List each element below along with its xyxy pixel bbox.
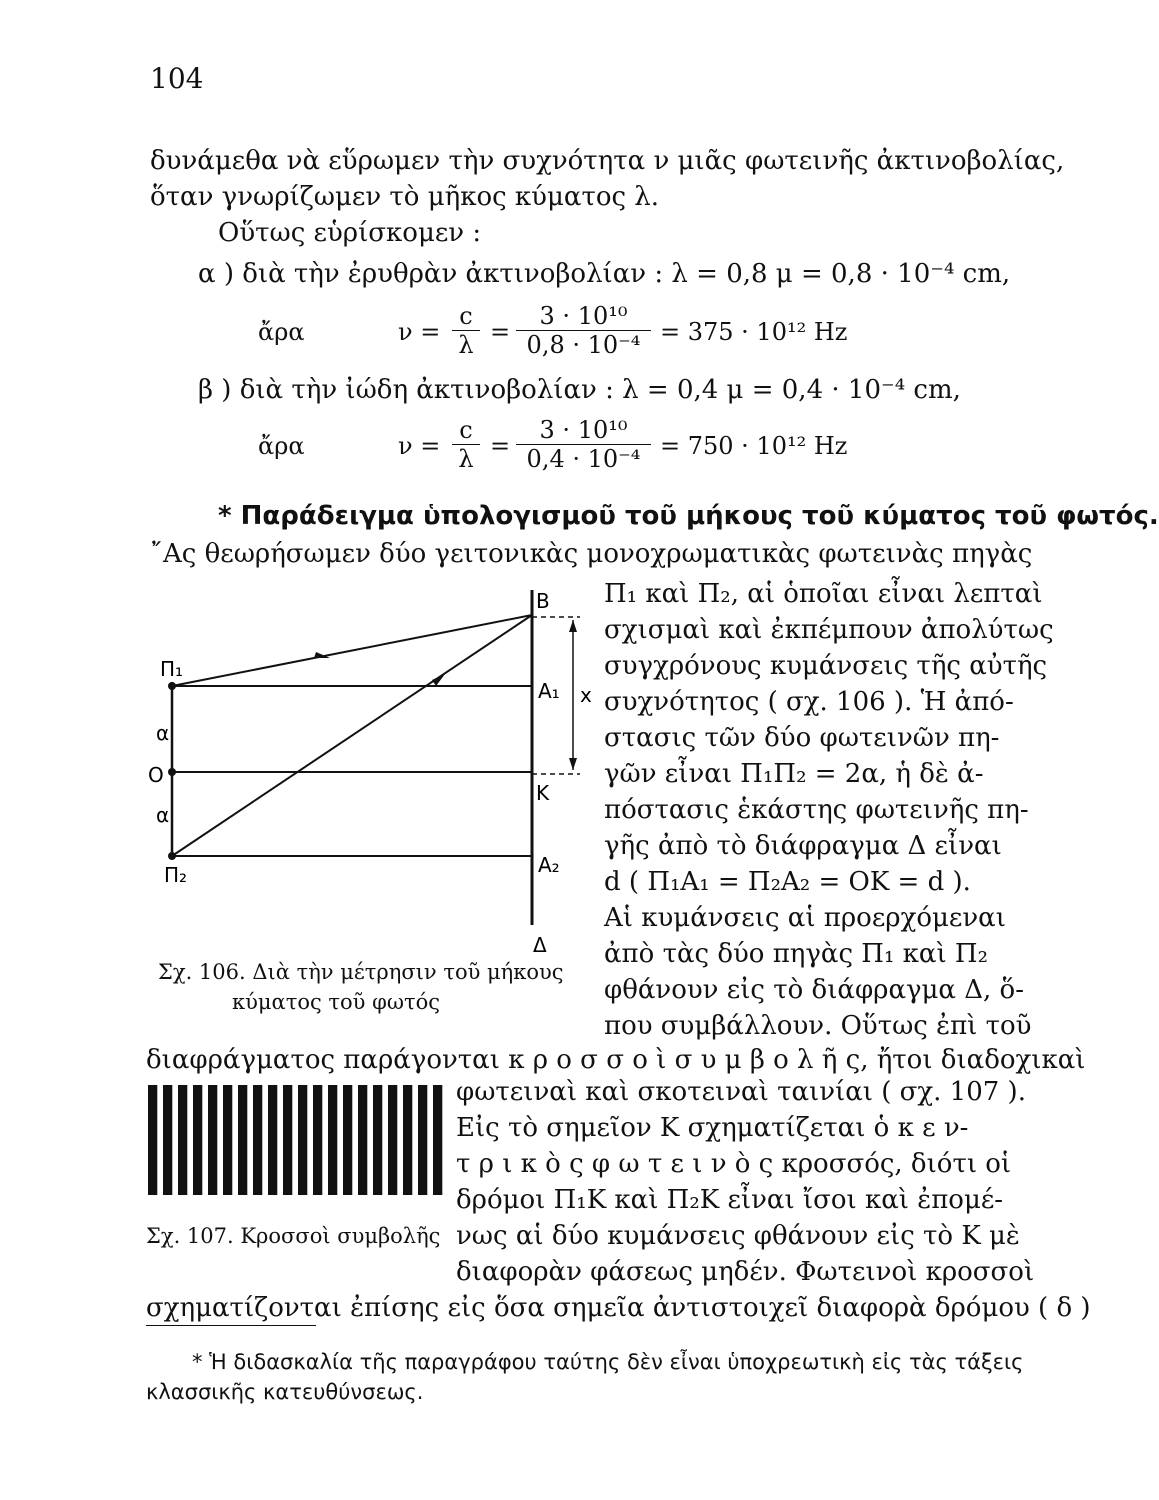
footnote-line-1: * Ἡ διδασκαλία τῆς παραγράφου ταύτης δὲν εἶναι ὑποχρεωτικὴ εἰς τὰς τάξεις xyxy=(192,1350,1024,1374)
para1-right-1: Π₁ καὶ Π₂, αἱ ὁποῖαι εἶναι λεπταὶ xyxy=(604,579,1043,609)
fringe-stripe xyxy=(238,1085,247,1195)
fringe-stripe xyxy=(163,1085,172,1195)
label-o: O xyxy=(148,763,164,787)
case-b-c: c xyxy=(459,416,473,444)
label-x: x xyxy=(580,683,592,707)
source-p2-dot xyxy=(168,852,176,860)
fringe-stripe xyxy=(343,1085,352,1195)
para2-right-4: δρόμοι Π₁K καὶ Π₂K εἶναι ἴσοι καὶ ἐπομέ- xyxy=(456,1185,1004,1215)
case-b-result: = 750 · 10¹² Hz xyxy=(660,432,848,460)
ray-arrow-icon xyxy=(432,674,445,686)
case-a-nu: ν = xyxy=(398,318,441,346)
para1-right-12: φθάνουν εἰς τὸ διάφραγμα Δ, ὅ- xyxy=(604,975,1024,1005)
para2-right-3: τ ρ ι κ ὸ ς φ ω τ ε ι ν ὸ ς κροσσός, διότι οἱ xyxy=(456,1149,1012,1179)
para1-right-11: ἀπὸ τὰς δύο πηγὰς Π₁ καὶ Π₂ xyxy=(604,939,989,969)
fringe-stripe xyxy=(148,1085,157,1195)
label-a1: A₁ xyxy=(538,679,560,703)
label-k: K xyxy=(536,781,550,805)
para1-right-2: σχισμαὶ καὶ ἐκπέμπουν ἀπολύτως xyxy=(604,615,1054,645)
center-o-dot xyxy=(168,768,176,776)
label-delta: Δ xyxy=(533,933,547,957)
arrow-up-icon xyxy=(569,620,577,632)
case-b-line: β ) διὰ τὴν ἰώδη ἀκτινοβολίαν : λ = 0,4 μ = 0,4 · 10⁻⁴ cm, xyxy=(198,375,961,405)
fig106-caption-1: Σχ. 106. Διὰ τὴν μέτρησιν τοῦ μήκους xyxy=(158,960,564,984)
fringe-stripe xyxy=(433,1085,442,1195)
fig107-caption: Σχ. 107. Κροσσοὶ συμβολῆς xyxy=(146,1224,441,1248)
label-a2: A₂ xyxy=(538,853,560,877)
case-b-den: 0,4 · 10⁻⁴ xyxy=(526,445,641,473)
case-a-ara: ἄρα xyxy=(258,318,305,346)
intro-line-3: Οὕτως εὑρίσκομεν : xyxy=(218,218,482,248)
para1-right-3: συγχρόνους κυμάνσεις τῆς αὐτῆς xyxy=(604,651,1048,681)
fringe-stripe xyxy=(283,1085,292,1195)
label-p2: Π₂ xyxy=(164,863,188,887)
fig106-caption-2: κύματος τοῦ φωτός xyxy=(232,990,440,1014)
case-a-eq: = xyxy=(490,318,511,346)
case-b-nu: ν = xyxy=(398,432,441,460)
fringe-stripe xyxy=(403,1085,412,1195)
case-a-frac-c-lambda xyxy=(452,302,480,359)
fringe-stripe xyxy=(313,1085,322,1195)
case-b-ara: ἄρα xyxy=(258,432,305,460)
para2-right-1: φωτειναὶ καὶ σκοτειναὶ ταινίαι ( σχ. 107 ). xyxy=(456,1077,1026,1107)
footnote-rule xyxy=(146,1325,316,1326)
case-a-result: = 375 · 10¹² Hz xyxy=(660,318,848,346)
fringe-stripe xyxy=(388,1085,397,1195)
label-b: B xyxy=(536,589,550,613)
para2-right-5: νως αἱ δύο κυμάνσεις φθάνουν εἰς τὸ K μὲ xyxy=(456,1221,1020,1251)
fringe-stripe xyxy=(193,1085,202,1195)
case-a-num: 3 · 10¹⁰ xyxy=(539,302,628,330)
intro-line-2: ὅταν γνωρίζωμεν τὸ μῆκος κύματος λ. xyxy=(150,182,660,212)
case-b-lambda: λ xyxy=(458,445,474,473)
case-a-c: c xyxy=(459,302,473,330)
case-a-frac-values xyxy=(516,302,651,359)
figure-106-diagram xyxy=(140,580,610,960)
fringe-stripe xyxy=(223,1085,232,1195)
fringe-stripe xyxy=(253,1085,262,1195)
intro-line-1: δυνάμεθα νὰ εὕρωμεν τὴν συχνότητα ν μιᾶς φωτεινῆς ἀκτινοβολίας, xyxy=(150,146,1065,176)
para2-right-2: Εἰς τὸ σημεῖον K σχηματίζεται ὁ κ ε ν- xyxy=(456,1113,969,1143)
para1-line-1: ῎Ας θεωρήσωμεν δύο γειτονικὰς μονοχρωματικὰς φωτεινὰς πηγὰς xyxy=(150,539,1033,569)
label-a-bottom: α xyxy=(156,803,170,827)
fringe-stripe xyxy=(178,1085,187,1195)
para1-right-4: συχνότητος ( σχ. 106 ). Ἡ ἀπό- xyxy=(604,687,1014,717)
fringe-stripe xyxy=(298,1085,307,1195)
fringe-stripe xyxy=(268,1085,277,1195)
fringe-stripe xyxy=(208,1085,217,1195)
label-a-top: α xyxy=(156,721,170,745)
case-a-line: α ) διὰ τὴν ἐρυθρὰν ἀκτινοβολίαν : λ = 0,8 μ = 0,8 · 10⁻⁴ cm, xyxy=(198,259,1011,289)
para1-right-13: που συμβάλλουν. Οὕτως ἐπὶ τοῦ xyxy=(604,1011,1032,1041)
fringe-stripe xyxy=(328,1085,337,1195)
case-b-frac-values xyxy=(516,416,651,473)
case-b-num: 3 · 10¹⁰ xyxy=(539,416,628,444)
line-full-width: διαφράγματος παράγονται κ ρ ο σ σ ο ὶ σ υ μ β ο λ ῆ ς, ἤτοι διαδοχικαὶ xyxy=(146,1045,1086,1075)
para1-right-6: γῶν εἶναι Π₁Π₂ = 2α, ἡ δὲ ἀ- xyxy=(604,759,984,789)
label-p1: Π₁ xyxy=(160,657,184,681)
source-p1-dot xyxy=(168,682,176,690)
section-heading: * Παράδειγμα ὑπολογισμοῦ τοῦ μήκους τοῦ κύματος τοῦ φωτός. xyxy=(218,501,1159,531)
para1-right-10: Αἱ κυμάνσεις αἱ προερχόμεναι xyxy=(604,903,1006,933)
page-number: 104 xyxy=(150,62,204,95)
para2-right-6: διαφορὰν φάσεως μηδέν. Φωτεινοὶ κροσσοὶ xyxy=(456,1257,1035,1287)
footnote-line-2: κλασσικῆς κατευθύνσεως. xyxy=(146,1380,424,1404)
last-line: σχηματίζονται ἐπίσης εἰς ὅσα σημεῖα ἀντιστοιχεῖ διαφορὰ δρόμου ( δ ) xyxy=(146,1293,1091,1323)
fringe-stripe xyxy=(373,1085,382,1195)
fringe-stripe xyxy=(418,1085,427,1195)
para1-right-5: στασις τῶν δύο φωτεινῶν πη- xyxy=(604,723,1000,753)
case-b-eq: = xyxy=(490,432,511,460)
arrow-down-icon xyxy=(569,758,577,770)
fringe-stripe xyxy=(358,1085,367,1195)
para1-right-9: d ( Π₁A₁ = Π₂A₂ = OK = d ). xyxy=(604,867,971,897)
case-b-frac-c-lambda xyxy=(452,416,480,473)
case-a-den: 0,8 · 10⁻⁴ xyxy=(526,331,641,359)
figure-107-fringes xyxy=(148,1085,448,1195)
para1-right-7: πόστασις ἑκάστης φωτεινῆς πη- xyxy=(604,795,1029,825)
case-a-lambda: λ xyxy=(458,331,474,359)
para1-right-8: γῆς ἀπὸ τὸ διάφραγμα Δ εἶναι xyxy=(604,831,1002,861)
